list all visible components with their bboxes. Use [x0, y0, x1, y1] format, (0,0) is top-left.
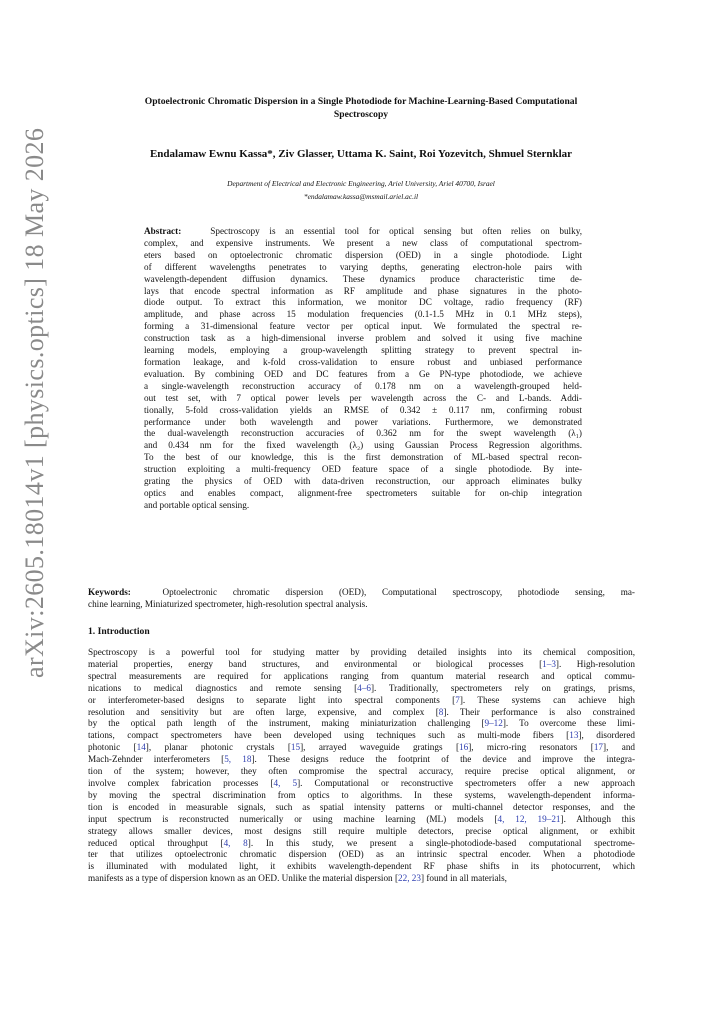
introduction-line: is illuminated with modulated light, it exhibits wavelength-dependent RF phase shifts in its photocurrent, which: [88, 861, 635, 872]
introduction-line: or interferometer-based designs to separate light into spectral components [7]. These systems can achieve high: [88, 694, 635, 705]
citation-link[interactable]: 15: [290, 742, 301, 753]
introduction-line: reduced optical throughput [4, 8]. In this study, we present a single-photodiode-based computational spectrome-: [88, 837, 635, 848]
abstract-line: diode output. To extract this information, we monitor DC voltage, radio frequency (RF): [144, 297, 582, 308]
abstract-line: the dual-wavelength reconstruction accuracies of 0.362 nm for the swept wavelength (λ₁): [144, 428, 582, 439]
abstract-line: construction task as a high-dimensional inverse problem and solved it using five machine: [144, 333, 582, 344]
section-heading-introduction: 1. Introduction: [88, 626, 150, 637]
abstract-line: struction exploiting a multi-frequency OED feature space of a single photodiode. By inte-: [144, 464, 582, 475]
abstract-line: of different wavelengths penetrates to varying depths, generating electron-hole pairs with: [144, 261, 582, 272]
citation-link[interactable]: 22, 23: [398, 873, 421, 884]
introduction-line: photonic [14], planar photonic crystals [15], arrayed waveguide gratings [16], micro-ring resonators [17], and: [88, 742, 635, 753]
introduction-line: tations, compact spectrometers have been developed using techniques such as multi-mode fibers [13], disordered: [88, 730, 635, 741]
abstract-line: lays that encode spectral information as RF amplitude and phase signatures in the photo-: [144, 285, 582, 296]
paper-title: Optoelectronic Chromatic Dispersion in a Single Photodiode for Machine-Learning-Based Computational Spectroscopy: [144, 96, 578, 120]
citation-link[interactable]: 17: [593, 742, 603, 753]
abstract-line: forming a 31-dimensional feature vector per optical input. We formulated the spectral re-: [144, 321, 582, 332]
abstract-line: [144, 226, 582, 238]
keywords-block: [88, 586, 635, 610]
abstract-line: grating the physics of OED with data-driven reconstruction, our approach eliminates bulky: [144, 476, 582, 487]
abstract-line: evaluation. By combining OED and DC features from a Ge PN-type photodiode, we achieve: [144, 368, 582, 379]
citation-link[interactable]: 4, 5: [273, 777, 298, 788]
introduction-line: by moving the spectral discrimination from optics to algorithms. In these systems, wavelength-dependent informa-: [88, 789, 635, 800]
keywords-line: [88, 586, 635, 598]
citation-link[interactable]: 9–12: [484, 718, 503, 729]
citation-link[interactable]: 8: [438, 706, 444, 717]
abstract-line: learning models, employing a group-wavelength splitting strategy to prevent spectral in-: [144, 345, 582, 356]
abstract-block: [144, 226, 582, 512]
introduction-line: material properties, energy band structures, and environmental or biological processes [1–3]. High-resolution: [88, 658, 635, 669]
introduction-line: involve complex fabrication processes [4, 5]. Computational or reconstructive spectrometers offer a new approach: [88, 777, 635, 788]
citation-link[interactable]: 13: [569, 730, 579, 741]
abstract-heading: Abstract:: [144, 226, 182, 236]
abstract-line: a single-wavelength reconstruction accuracy of 0.178 nm on a wavelength-grouped held-: [144, 380, 582, 391]
citation-link[interactable]: 7: [455, 694, 460, 705]
introduction-body: [88, 647, 635, 885]
abstract-line: and portable optical sensing.: [144, 499, 250, 510]
abstract-line: and 0.434 nm for the fixed wavelength (λ₂) using Gaussian Process Regression algorithms.: [144, 440, 582, 451]
abstract-line: eters based on optoelectronic chromatic dispersion (OED) in a single photodiode. Light: [144, 249, 582, 260]
keywords-text: Optoelectronic chromatic dispersion (OED), Computational spectroscopy, photodiode sensing, ma-: [162, 587, 635, 597]
introduction-line: Mach-Zehnder interferometers [5, 18]. These designs reduce the footprint of the device and improve the integra-: [88, 754, 635, 765]
citation-link[interactable]: 5, 18: [224, 754, 252, 765]
introduction-line: Spectroscopy is a powerful tool for studying matter by providing detailed insights into its chemical composition,: [88, 647, 635, 657]
abstract-line: formation leakage, and k-fold cross-validation to ensure robust and unbiased performance: [144, 356, 582, 367]
abstract-line: To the best of our knowledge, this is the first demonstration of ML-based spectral recon-: [144, 452, 582, 463]
introduction-line: tion of the system; however, they often compromise the spectral accuracy, require precise optical alignment, or: [88, 766, 635, 777]
abstract-line: performance under both wavelength and power variations. Furthermore, we demonstrated: [144, 416, 582, 427]
abstract-line: tionally, 5-fold cross-validation yields an RMSE of 0.342 ± 0.117 nm, confirming robust: [144, 404, 582, 415]
introduction-line: input spectrum is reconstructed numerically or using machine learning (ML) models [4, 12, 19–21]. Although this: [88, 813, 635, 824]
abstract-line: amplitude, and phase across 15 modulation frequencies (0.1-1.5 MHz in 0.1 MHz steps),: [144, 309, 582, 320]
abstract-line: wavelength-dependent diffusion dynamics. These dynamics produce characteristic time de-: [144, 273, 582, 284]
citation-link[interactable]: 4, 12, 19–21: [497, 813, 561, 824]
introduction-line: manifests as a type of dispersion known as an OED. Unlike the material dispersion [22, 23] found in all materials,: [88, 873, 507, 884]
introduction-line: strategy allows smaller devices, most designs still require multiple detectors, precise optical alignment, or exhibit: [88, 825, 635, 836]
citation-link[interactable]: 1–3: [542, 658, 556, 669]
citation-link[interactable]: 4, 8: [223, 837, 248, 848]
introduction-line: by the optical path length of the instrument, making miniaturization challenging [9–12]. To overcome these limi-: [88, 718, 635, 729]
introduction-line: nications to medical diagnostics and remote sensing [4–6]. Traditionally, spectrometers rely on gratings, prisms,: [88, 682, 635, 693]
author-list: Endalamaw Ewnu Kassa*, Ziv Glasser, Uttama K. Saint, Roi Yozevitch, Shmuel Sternklar: [149, 148, 573, 160]
citation-link[interactable]: 16: [459, 742, 469, 753]
introduction-line: tion is encoded in measurable signals, such as spatial intensity patterns or multi-channel detector responses, and the: [88, 801, 635, 812]
introduction-line: ter that utilizes optoelectronic chromatic dispersion (OED) as an intrinsic spectral encoder. When a photodiode: [88, 849, 635, 860]
abstract-line: optics and enables compact, alignment-free spectrometers suitable for on-chip integration: [144, 487, 582, 498]
abstract-line: out test set, with 7 optical power levels per wavelength across the C- and L-bands. Addi-: [144, 392, 582, 403]
keywords-heading: Keywords:: [88, 587, 131, 597]
abstract-text: Spectroscopy is an essential tool for optical sensing but often relies on bulky,: [210, 226, 582, 236]
arxiv-margin-stamp: arXiv:2605.18014v1 [physics.optics] 18 May 2026: [20, 127, 49, 678]
affiliation: Department of Electrical and Electronic Engineering, Ariel University, Ariel 40700, Israel: [227, 179, 495, 188]
citation-link[interactable]: 14: [136, 742, 146, 753]
introduction-line: spectral measurements are required for applications ranging from quantum material research and optical commu-: [88, 670, 635, 681]
citation-link[interactable]: 4–6: [357, 682, 371, 693]
corresponding-email: *endalamaw.kassa@msmail.ariel.ac.il: [303, 192, 419, 201]
abstract-line: complex, and expensive instruments. We present a new class of computational spectrom-: [144, 237, 582, 248]
keywords-line: chine learning, Miniaturized spectrometer, high-resolution spectral analysis.: [88, 599, 368, 609]
introduction-line: resolution and sensitivity but are often large, expensive, and complex [8]. Their performance is also constrained: [88, 706, 635, 717]
